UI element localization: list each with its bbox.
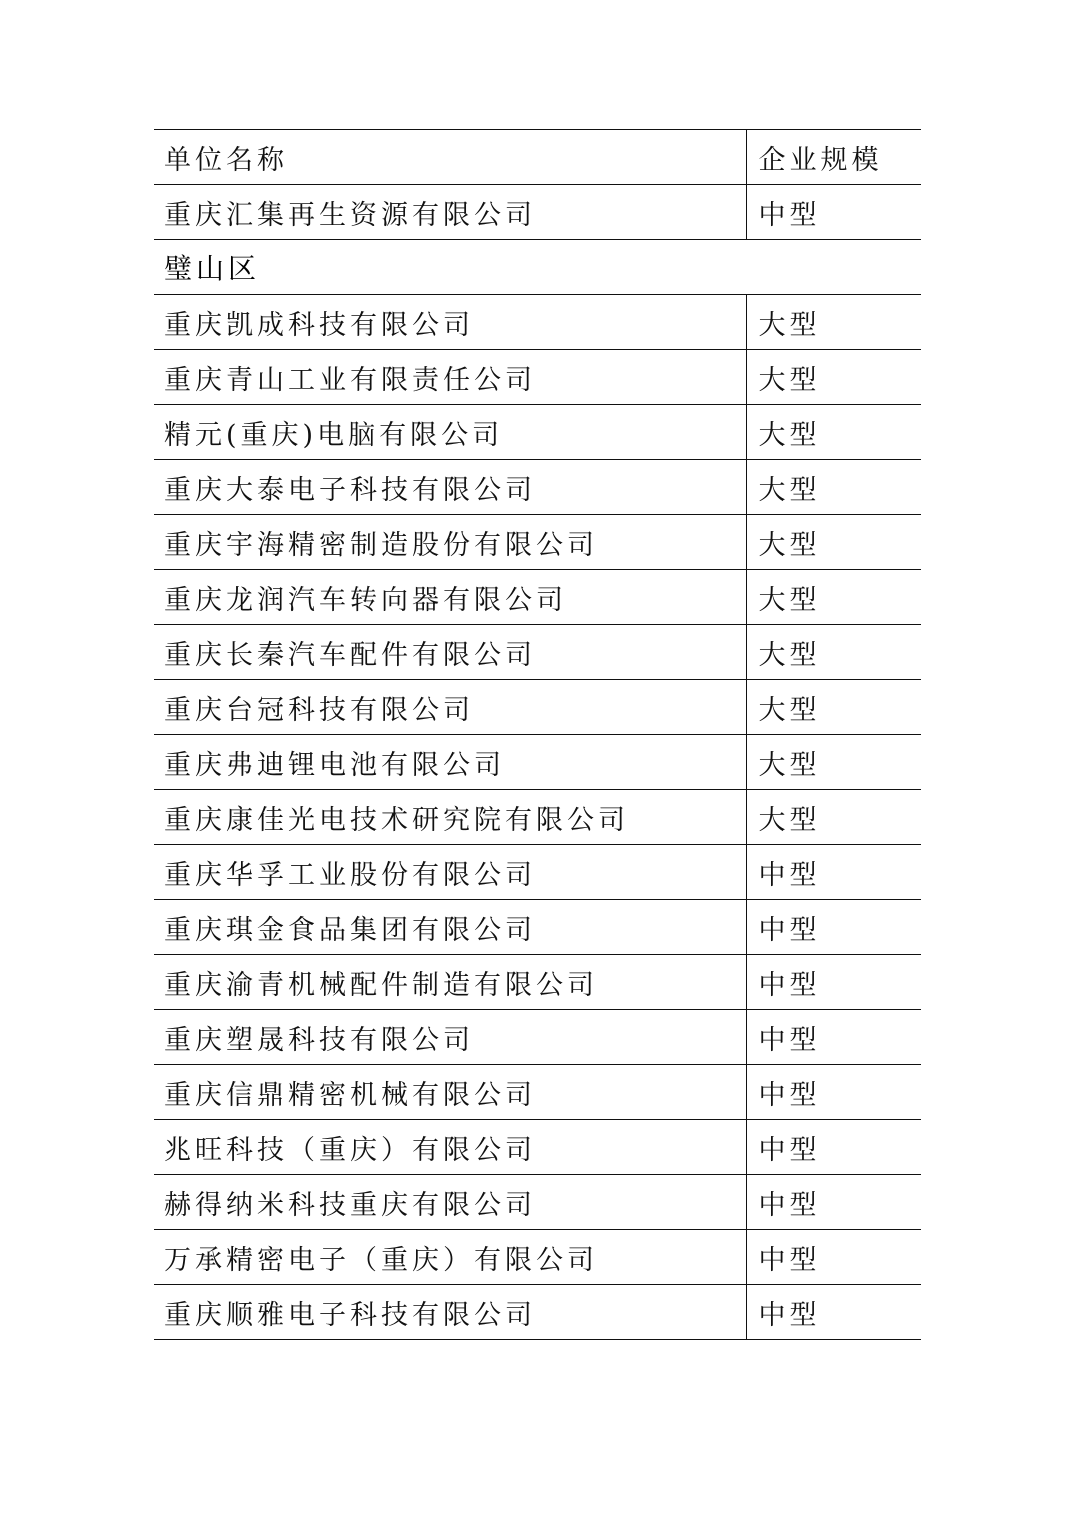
- table-row: [154, 625, 921, 680]
- table-row: [154, 680, 921, 735]
- enterprise-scale-cell: 大型: [746, 625, 921, 680]
- company-name-cell: 万承精密电子（重庆）有限公司: [154, 1230, 746, 1285]
- enterprise-scale-cell: 大型: [746, 735, 921, 790]
- company-name-cell: 重庆弗迪锂电池有限公司: [154, 735, 746, 790]
- company-name-cell: 重庆龙润汽车转向器有限公司: [154, 570, 746, 625]
- enterprise-table: [154, 129, 921, 1340]
- company-name-cell: 重庆大泰电子科技有限公司: [154, 460, 746, 515]
- enterprise-scale-cell: 中型: [746, 955, 921, 1010]
- company-name-cell: 兆旺科技（重庆）有限公司: [154, 1120, 746, 1175]
- header-company-name: 单位名称: [154, 130, 746, 185]
- enterprise-scale-cell: 大型: [746, 405, 921, 460]
- enterprise-scale-cell: 中型: [746, 1120, 921, 1175]
- enterprise-scale-cell: 大型: [746, 295, 921, 350]
- company-name-cell: 重庆宇海精密制造股份有限公司: [154, 515, 746, 570]
- company-name-cell: 重庆青山工业有限责任公司: [154, 350, 746, 405]
- company-name-cell: 重庆顺雅电子科技有限公司: [154, 1285, 746, 1340]
- enterprise-scale-cell: 中型: [746, 1010, 921, 1065]
- table-row: [154, 570, 921, 625]
- table-row: [154, 1230, 921, 1285]
- table-row: [154, 1285, 921, 1340]
- enterprise-scale-cell: 大型: [746, 790, 921, 845]
- company-name-cell: 赫得纳米科技重庆有限公司: [154, 1175, 746, 1230]
- company-name-cell: 精元(重庆)电脑有限公司: [154, 405, 746, 460]
- table-row: [154, 295, 921, 350]
- table-row: [154, 1175, 921, 1230]
- header-enterprise-scale: 企业规模: [746, 130, 921, 185]
- enterprise-scale-cell: 大型: [746, 515, 921, 570]
- company-name-cell: 重庆塑晟科技有限公司: [154, 1010, 746, 1065]
- table-row: [154, 515, 921, 570]
- district-heading-row: [154, 240, 921, 295]
- enterprise-scale-cell: 中型: [746, 1285, 921, 1340]
- table-row: [154, 735, 921, 790]
- company-name-cell: 重庆台冠科技有限公司: [154, 680, 746, 735]
- enterprise-scale-cell: 大型: [746, 570, 921, 625]
- table-row: [154, 460, 921, 515]
- company-name-cell: 重庆长秦汽车配件有限公司: [154, 625, 746, 680]
- enterprise-table-page: [154, 129, 921, 1340]
- table-row: [154, 1065, 921, 1120]
- company-name-cell: 重庆凯成科技有限公司: [154, 295, 746, 350]
- enterprise-scale-cell: 中型: [746, 845, 921, 900]
- table-row: [154, 955, 921, 1010]
- company-name-cell: 重庆汇集再生资源有限公司: [154, 185, 746, 240]
- enterprise-scale-cell: 大型: [746, 680, 921, 735]
- table-header-row: [154, 130, 921, 185]
- district-heading: 璧山区: [154, 240, 921, 295]
- company-name-cell: 重庆康佳光电技术研究院有限公司: [154, 790, 746, 845]
- enterprise-scale-cell: 中型: [746, 1230, 921, 1285]
- table-row: [154, 405, 921, 460]
- enterprise-scale-cell: 中型: [746, 185, 921, 240]
- table-row: [154, 790, 921, 845]
- table-row: [154, 350, 921, 405]
- table-row: [154, 900, 921, 955]
- company-name-cell: 重庆华孚工业股份有限公司: [154, 845, 746, 900]
- company-name-cell: 重庆渝青机械配件制造有限公司: [154, 955, 746, 1010]
- table-row: [154, 1010, 921, 1065]
- table-row: [154, 185, 921, 240]
- table-row: [154, 845, 921, 900]
- enterprise-scale-cell: 大型: [746, 460, 921, 515]
- table-body: [154, 130, 921, 1340]
- enterprise-scale-cell: 中型: [746, 900, 921, 955]
- table-row: [154, 1120, 921, 1175]
- enterprise-scale-cell: 中型: [746, 1065, 921, 1120]
- company-name-cell: 重庆信鼎精密机械有限公司: [154, 1065, 746, 1120]
- company-name-cell: 重庆琪金食品集团有限公司: [154, 900, 746, 955]
- enterprise-scale-cell: 中型: [746, 1175, 921, 1230]
- enterprise-scale-cell: 大型: [746, 350, 921, 405]
